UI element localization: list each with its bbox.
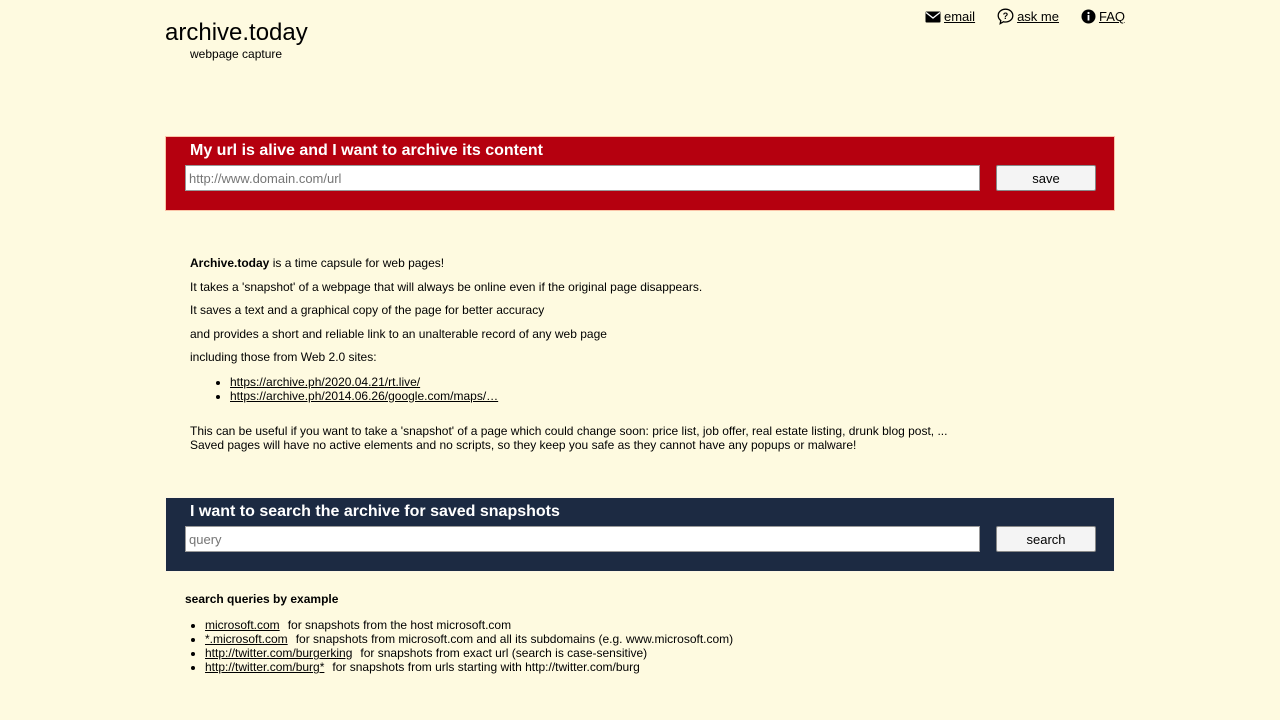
faq-link[interactable] — [1081, 8, 1125, 25]
brand-name: Archive.today — [190, 256, 270, 270]
example-query-desc: for snapshots from microsoft.com and all its subdomains (e.g. www.microsoft.com) — [295, 632, 734, 646]
example-query-link[interactable]: http://twitter.com/burg* — [205, 660, 325, 674]
svg-text:?: ? — [1002, 11, 1009, 21]
archive-form-heading: My url is alive and I want to archive its content — [190, 142, 543, 159]
ask-me-link-label: ask me — [1017, 9, 1059, 24]
search-examples — [185, 592, 985, 674]
save-button[interactable]: save — [996, 165, 1096, 191]
list-item — [205, 646, 985, 660]
example-query-link[interactable]: http://twitter.com/burgerking — [205, 646, 353, 660]
search-input[interactable] — [185, 526, 980, 552]
archive-url-input[interactable] — [185, 165, 980, 191]
intro-line-5: including those from Web 2.0 sites: — [190, 350, 377, 364]
intro-line-2: It takes a 'snapshot' of a webpage that will always be online even if the original page disappears. — [190, 279, 703, 294]
ask-me-link[interactable] — [997, 8, 1059, 25]
email-link-label: email — [944, 9, 976, 24]
usage-note-line-1: This can be useful if you want to take a 'snapshot' of a page which could change soon: price list, job offer, real estate listing, drunk blog post, ... — [190, 424, 948, 438]
list-item — [230, 375, 990, 389]
intro-line-1-text: is a time capsule for web pages! — [269, 256, 445, 270]
question-bubble-icon — [997, 8, 1014, 25]
usage-note — [190, 424, 990, 452]
intro-line-3: It saves a text and a graphical copy of the page for better accuracy — [190, 303, 545, 317]
intro-line-1 — [190, 256, 990, 271]
search-button[interactable]: search — [996, 526, 1096, 552]
example-query-link[interactable]: microsoft.com — [205, 618, 280, 632]
intro-line-4: and provides a short and reliable link to an unalterable record of any web page — [190, 326, 607, 341]
info-icon — [1081, 9, 1096, 24]
list-item — [205, 632, 985, 646]
intro-section — [190, 256, 990, 452]
email-link[interactable] — [925, 8, 975, 25]
example-query-desc: for snapshots from urls starting with http://twitter.com/burg — [332, 660, 640, 674]
site-title[interactable]: archive.today — [165, 19, 308, 46]
site-subtitle: webpage capture — [190, 47, 283, 61]
example-query-link[interactable]: *.microsoft.com — [205, 632, 288, 646]
faq-link-label: FAQ — [1098, 9, 1125, 24]
list-item — [205, 660, 985, 674]
list-item — [230, 389, 990, 403]
archive-form — [165, 136, 1115, 211]
example-link-google-maps[interactable]: https://archive.ph/2014.06.26/google.com/maps/… — [230, 389, 499, 403]
example-query-desc: for snapshots from exact url (search is case-sensitive) — [360, 646, 648, 660]
top-nav — [925, 8, 1125, 25]
search-form — [165, 497, 1115, 572]
search-form-heading: I want to search the archive for saved snapshots — [190, 503, 560, 520]
usage-note-line-2: Saved pages will have no active elements and no scripts, so they keep you safe as they cannot have any popups or malware! — [190, 438, 857, 452]
envelope-icon — [925, 11, 941, 23]
example-link-rt-live[interactable]: https://archive.ph/2020.04.21/rt.live/ — [230, 375, 421, 389]
example-links-list — [190, 375, 990, 403]
search-examples-title: search queries by example — [185, 592, 339, 606]
site-logo[interactable] — [165, 18, 308, 61]
example-query-desc: for snapshots from the host microsoft.com — [287, 618, 512, 632]
search-examples-list — [185, 618, 985, 674]
list-item — [205, 618, 985, 632]
